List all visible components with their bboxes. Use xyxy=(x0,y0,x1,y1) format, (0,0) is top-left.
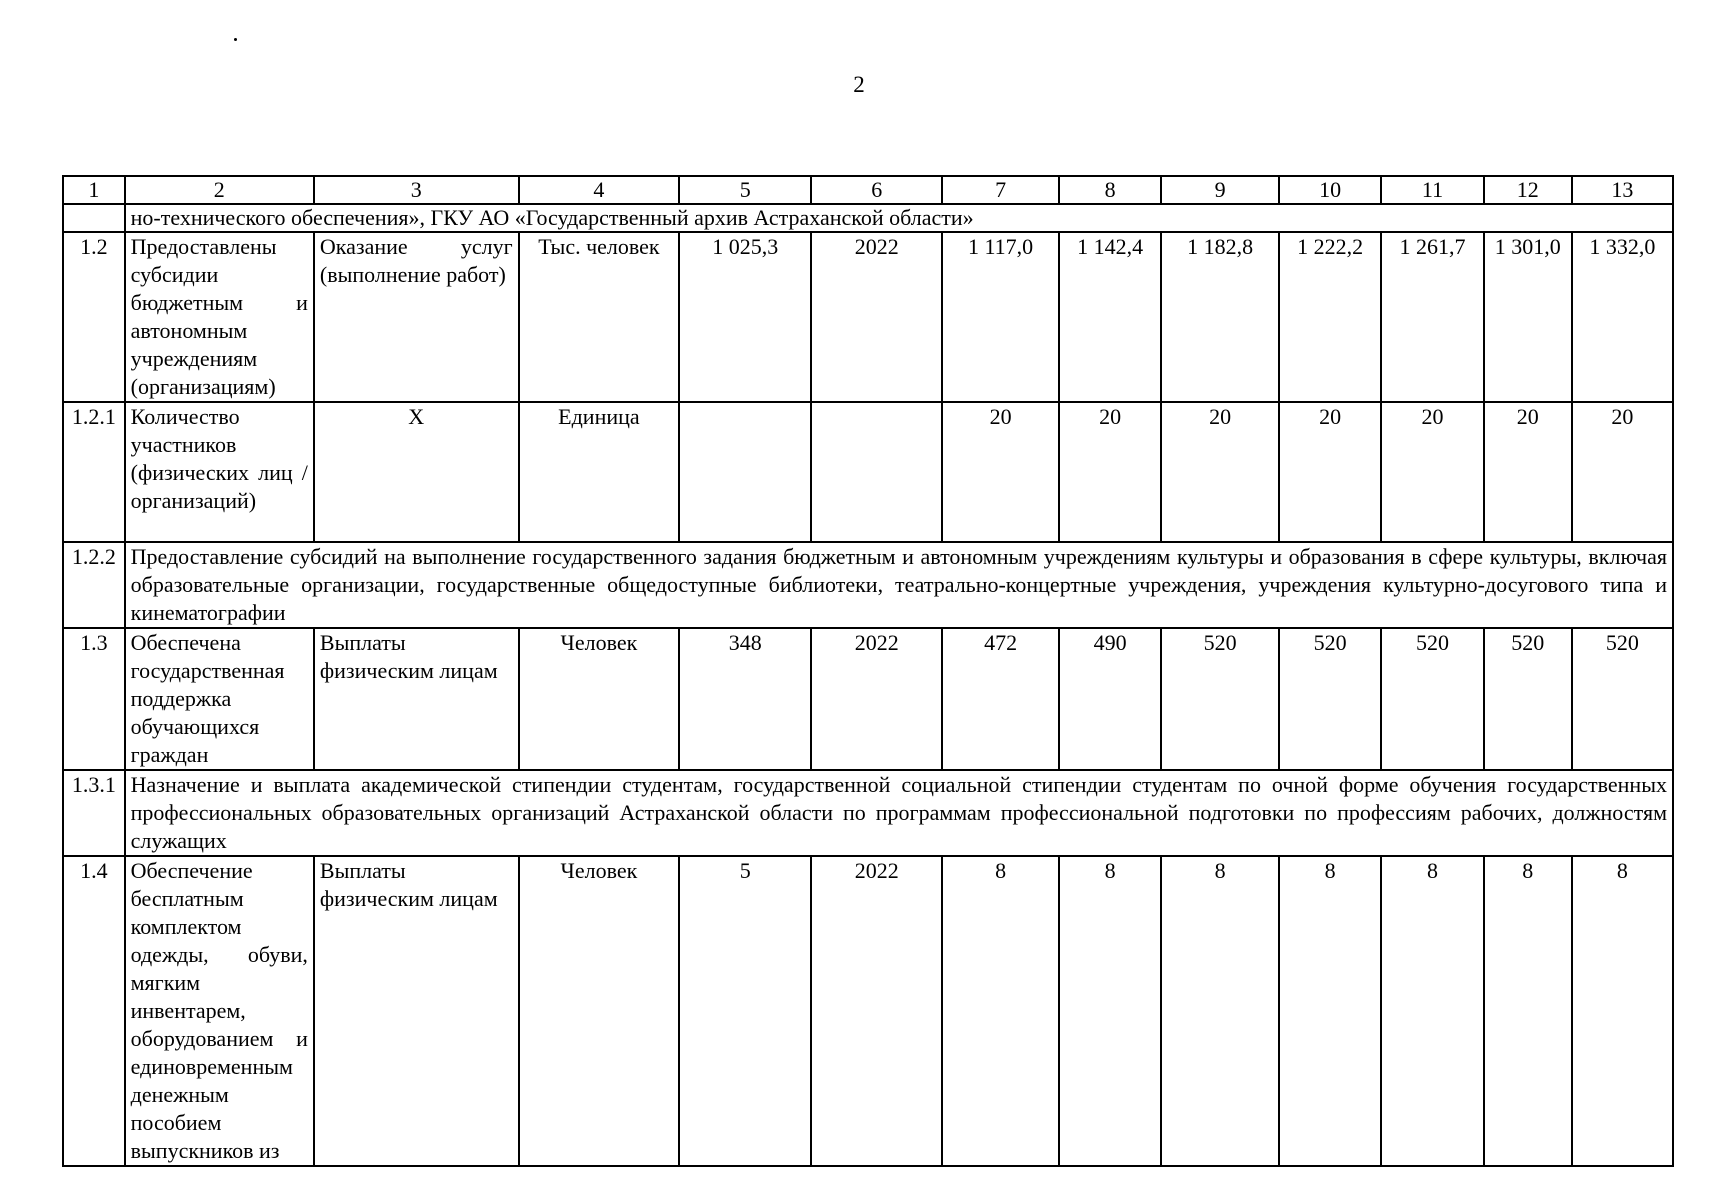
year-value: 20 xyxy=(1059,402,1161,542)
year-value: 520 xyxy=(1572,628,1673,770)
year-value: 20 xyxy=(1572,402,1673,542)
year-value: 520 xyxy=(1484,628,1572,770)
unit-of-measure: Человек xyxy=(519,628,680,770)
table-row-continuation xyxy=(63,204,1673,232)
indicator-type: Выплаты физическим лицам xyxy=(314,856,519,1166)
indicator-type: Х xyxy=(314,402,519,542)
table-row xyxy=(63,542,1673,628)
year-value: 20 xyxy=(1381,402,1483,542)
year-value: 1 301,0 xyxy=(1484,232,1572,402)
indicator-name: Обеспечена государственная поддержка обучающихся граждан xyxy=(125,628,314,770)
year-value: 8 xyxy=(1572,856,1673,1166)
header-cell: 8 xyxy=(1059,176,1161,204)
table-row xyxy=(63,402,1673,542)
year-value: 520 xyxy=(1161,628,1279,770)
base-year: 2022 xyxy=(811,232,942,402)
row-number: 1.4 xyxy=(63,856,125,1166)
unit-of-measure: Единица xyxy=(519,402,680,542)
year-value: 8 xyxy=(1381,856,1483,1166)
base-year: 2022 xyxy=(811,628,942,770)
year-value: 490 xyxy=(1059,628,1161,770)
indicator-type: Оказание услуг (выполнение работ) xyxy=(314,232,519,402)
year-value: 20 xyxy=(1279,402,1381,542)
header-cell: 5 xyxy=(679,176,811,204)
year-value: 520 xyxy=(1381,628,1483,770)
table-row xyxy=(63,856,1673,1166)
row-number-empty xyxy=(63,204,125,232)
base-value xyxy=(679,402,811,542)
row-number: 1.3 xyxy=(63,628,125,770)
year-value: 20 xyxy=(942,402,1059,542)
header-cell: 9 xyxy=(1161,176,1279,204)
row-number: 1.2.1 xyxy=(63,402,125,542)
year-value: 1 222,2 xyxy=(1279,232,1381,402)
header-cell: 12 xyxy=(1484,176,1572,204)
year-value: 1 117,0 xyxy=(942,232,1059,402)
year-value: 472 xyxy=(942,628,1059,770)
header-cell: 2 xyxy=(125,176,314,204)
base-year: 2022 xyxy=(811,856,942,1166)
unit-of-measure: Человек xyxy=(519,856,680,1166)
table-row xyxy=(63,628,1673,770)
header-cell: 7 xyxy=(942,176,1059,204)
year-value: 20 xyxy=(1161,402,1279,542)
year-value: 8 xyxy=(1279,856,1381,1166)
header-cell: 11 xyxy=(1381,176,1483,204)
header-cell: 13 xyxy=(1572,176,1673,204)
indicator-type: Выплаты физическим лицам xyxy=(314,628,519,770)
year-value: 520 xyxy=(1279,628,1381,770)
continuation-text: но-технического обеспечения», ГКУ АО «Государственный архив Астраханской области» xyxy=(125,204,1673,232)
indicators-table xyxy=(62,175,1674,1167)
year-value: 20 xyxy=(1484,402,1572,542)
year-value: 8 xyxy=(1059,856,1161,1166)
year-value: 1 332,0 xyxy=(1572,232,1673,402)
year-value: 1 142,4 xyxy=(1059,232,1161,402)
base-value: 5 xyxy=(679,856,811,1166)
header-cell: 4 xyxy=(519,176,680,204)
indicator-name: Предоставлены субсидии бюджетным и автономным учреждениям (организациям) xyxy=(125,232,314,402)
header-cell: 1 xyxy=(63,176,125,204)
base-value: 348 xyxy=(679,628,811,770)
unit-of-measure: Тыс. человек xyxy=(519,232,680,402)
row-number: 1.2 xyxy=(63,232,125,402)
measure-description: Предоставление субсидий на выполнение государственного задания бюджетным и автономным учреждениям культуры и образования в сфере культуры, включая образовательные организации, государственные общедоступные библиотеки, театрально-концертные учреждения, учреждения культурно-досугового типа и кинематографии xyxy=(125,542,1673,628)
year-value: 8 xyxy=(1161,856,1279,1166)
year-value: 8 xyxy=(942,856,1059,1166)
base-year xyxy=(811,402,942,542)
year-value: 1 182,8 xyxy=(1161,232,1279,402)
page-number: 2 xyxy=(853,72,865,97)
header-cell: 3 xyxy=(314,176,519,204)
measure-description: Назначение и выплата академической стипендии студентам, государственной социальной стипендии студентам по очной форме обучения государственных профессиональных образовательных организаций Астраханской области по программам профессиональной подготовки по профессиям рабочих, должностям служащих xyxy=(125,770,1673,856)
table-row xyxy=(63,770,1673,856)
header-cell: 10 xyxy=(1279,176,1381,204)
header-cell: 6 xyxy=(811,176,942,204)
table-header-row xyxy=(63,176,1673,204)
base-value: 1 025,3 xyxy=(679,232,811,402)
indicator-name: Обеспечение бесплатным комплектом одежды, обуви, мягким инвентарем, оборудованием и единовременным денежным пособием выпускников из xyxy=(125,856,314,1166)
year-value: 8 xyxy=(1484,856,1572,1166)
table-row xyxy=(63,232,1673,402)
row-number: 1.2.2 xyxy=(63,542,125,628)
scan-speck xyxy=(234,38,237,41)
row-number: 1.3.1 xyxy=(63,770,125,856)
year-value: 1 261,7 xyxy=(1381,232,1483,402)
indicator-name: Количество участников (физических лиц / организаций) xyxy=(125,402,314,542)
